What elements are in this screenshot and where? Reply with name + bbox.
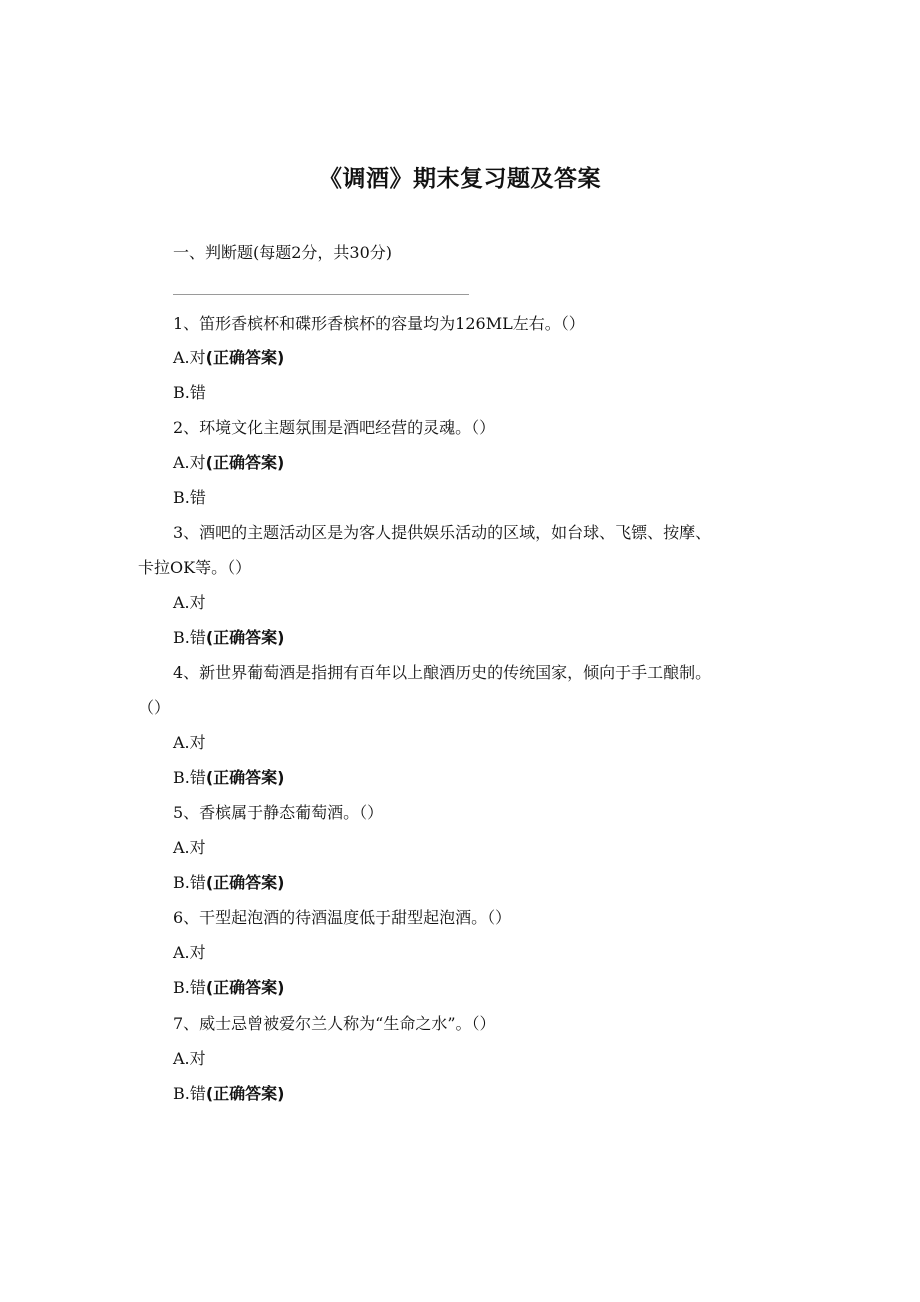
- question-7-option-b: [173, 1081, 285, 1107]
- question-6-option-a: [173, 940, 206, 966]
- question-5-option-a: [173, 835, 206, 861]
- option-text: B.错: [173, 628, 206, 647]
- correct-answer-tag: (正确答案): [205, 768, 285, 787]
- option-text: B.错: [173, 978, 206, 997]
- question-1-option-b: [173, 380, 206, 406]
- document-title: 《调酒》期末复习题及答案: [319, 166, 601, 192]
- question-4-option-a: [173, 730, 206, 756]
- question-1-stem: 1、笛形香槟杯和碟形香槟杯的容量均为126ML左右。（）: [173, 314, 585, 333]
- option-text: B.错: [173, 873, 206, 892]
- correct-answer-tag: (正确答案): [205, 873, 285, 892]
- correct-answer-tag: (正确答案): [205, 453, 285, 472]
- question-2-stem: 2、环境文化主题氛围是酒吧经营的灵魂。（）: [173, 418, 496, 437]
- correct-answer-tag: (正确答案): [205, 1084, 285, 1103]
- question-5-stem: 5、香槟属于静态葡萄酒。（）: [173, 803, 384, 822]
- option-text: B.错: [173, 383, 206, 402]
- option-text: A.对: [173, 943, 206, 962]
- section-heading: 一、判断题(每题2分，共30分): [173, 243, 393, 262]
- question-5-option-b: [173, 870, 285, 896]
- option-text: A.对: [173, 1049, 206, 1068]
- question-4-stem-line-2: （）: [138, 698, 171, 717]
- option-text: A.对: [173, 453, 206, 472]
- option-text: B.错: [173, 488, 206, 507]
- divider-rule: [173, 294, 469, 295]
- question-4-stem-line-1: 4、新世界葡萄酒是指拥有百年以上酿酒历史的传统国家，倾向于手工酿制。: [173, 663, 712, 682]
- question-2-option-a: [173, 450, 284, 476]
- option-text: B.错: [173, 768, 206, 787]
- correct-answer-tag: (正确答案): [205, 348, 285, 367]
- question-3-option-b: [173, 625, 285, 651]
- option-text: A.对: [173, 838, 206, 857]
- question-3-stem-line-1: 3、酒吧的主题活动区是为客人提供娱乐活动的区域，如台球、飞镖、按摩、: [173, 523, 712, 542]
- option-text: B.错: [173, 1084, 206, 1103]
- question-4-option-b: [173, 765, 285, 791]
- question-3-option-a: [173, 590, 206, 616]
- question-7-option-a: [173, 1046, 206, 1072]
- option-text: A.对: [173, 733, 206, 752]
- correct-answer-tag: (正确答案): [205, 978, 285, 997]
- question-2-option-b: [173, 485, 206, 511]
- option-text: A.对: [173, 348, 206, 367]
- question-6-stem: 6、干型起泡酒的待酒温度低于甜型起泡酒。（）: [173, 908, 512, 927]
- question-6-option-b: [173, 975, 285, 1001]
- question-3-stem-line-2: 卡拉OK等。（）: [138, 558, 252, 577]
- question-1-option-a: [173, 345, 284, 371]
- correct-answer-tag: (正确答案): [205, 628, 285, 647]
- option-text: A.对: [173, 593, 206, 612]
- question-7-stem: 7、威士忌曾被爱尔兰人称为“生命之水”。（）: [173, 1014, 496, 1033]
